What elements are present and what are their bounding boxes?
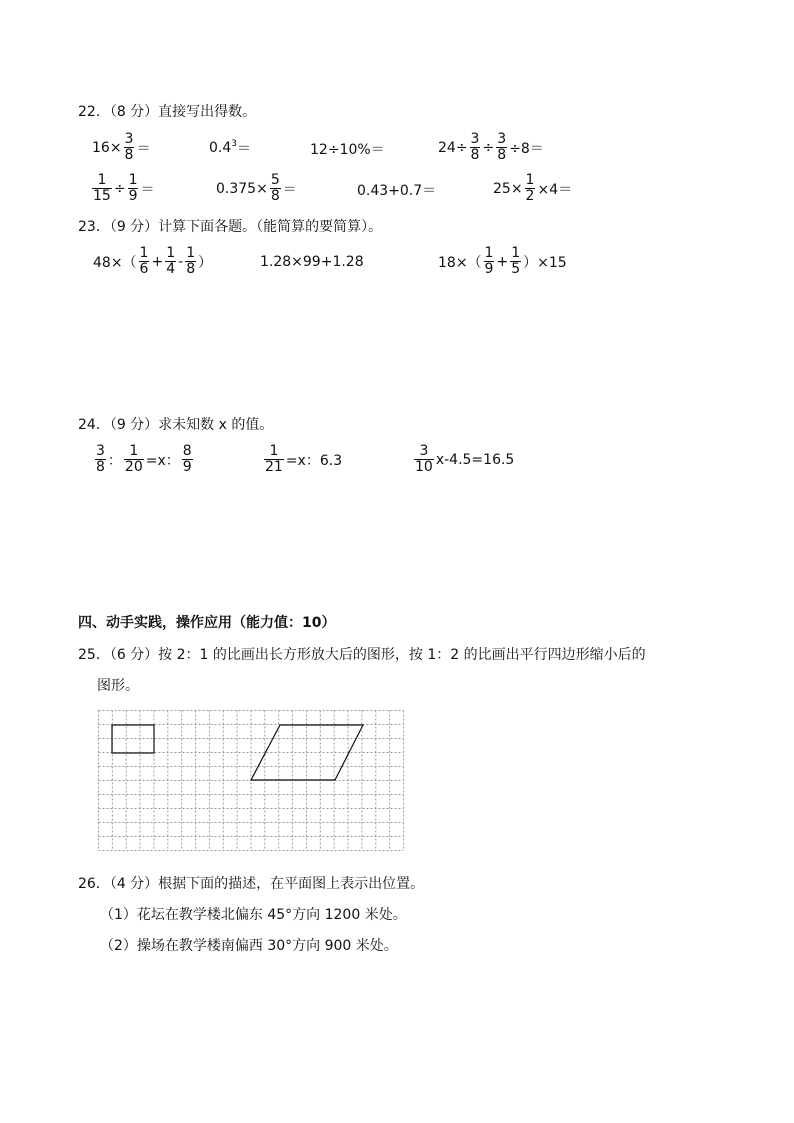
fraction: [165, 246, 176, 277]
numerator: 5: [270, 172, 280, 188]
q22-expr-8: [493, 173, 572, 204]
q26-item-1: （1）花坛在教学楼北偏东 45°方向 1200 米处。: [100, 907, 407, 923]
fraction: [139, 246, 150, 277]
q24-heading: 24．（9 分）求未知数 x 的值。: [78, 417, 274, 433]
denominator: 8: [96, 459, 105, 475]
denominator: 9: [128, 188, 138, 204]
q23-expr-3-pre: 18×（: [438, 254, 482, 271]
q24-expr-2-post: =x：6.3: [285, 452, 343, 469]
q22-expr-5-divide: ÷: [113, 180, 126, 197]
q23-expr-1-pre: 48×（: [93, 254, 137, 271]
denominator: 20: [124, 459, 143, 475]
q22-expr-6: [216, 173, 297, 204]
q23-expr-1: [93, 246, 212, 277]
numerator: 1: [525, 172, 535, 188]
numerator: 1: [129, 443, 139, 459]
fraction: [128, 173, 139, 204]
numerator: 1: [269, 443, 279, 459]
fraction: [270, 173, 281, 204]
q22-expr-4-pre: 24÷: [438, 139, 468, 156]
q22-expr-1: [92, 132, 150, 163]
numerator: 3: [419, 443, 429, 459]
q22-expr-2-base: 0.4: [209, 140, 232, 156]
q22-expr-2-exponent: 3: [231, 139, 237, 149]
drawing-grid[interactable]: [97, 709, 405, 852]
denominator: 4: [166, 261, 176, 277]
grid-svg: [97, 709, 405, 852]
numerator: 3: [96, 443, 105, 459]
fraction: [484, 246, 495, 277]
minus-sign: -: [178, 253, 184, 270]
q22-expr-1-post: ＝: [136, 140, 151, 157]
q23-heading: 23．（9 分）计算下面各题。（能简算的要简算）。: [78, 219, 383, 235]
q22-heading: 22．（8 分）直接写出得数。: [78, 104, 257, 120]
q23-expr-3-post: ）×15: [523, 254, 567, 271]
q22-expr-2: [209, 138, 251, 158]
q24-expr-3-post: x-4.5=16.5: [435, 451, 515, 468]
q22-expr-5-post: ＝: [140, 181, 155, 198]
fraction: [525, 173, 536, 204]
q22-expr-8-pre: 25×: [493, 180, 523, 197]
q22-expr-3: 12÷10%＝: [310, 142, 385, 158]
plus-sign: +: [151, 253, 164, 270]
q23-expr-3: [438, 246, 567, 277]
q22-expr-4: [438, 132, 544, 163]
fraction: [414, 444, 434, 475]
q26-heading: 26．（4 分）根据下面的描述，在平面图上表示出位置。: [78, 876, 425, 892]
fraction: [124, 444, 144, 475]
section-title: 四、动手实践，操作应用（能力值：10）: [78, 615, 336, 631]
q25-line-1: 25．（6 分）按 2：1 的比画出长方形放大后的图形，按 1：2 的比画出平行四边形缩小后的: [78, 647, 646, 663]
q24-expr-1: [93, 444, 195, 475]
q23-expr-1-post: ）: [198, 254, 213, 271]
numerator: 1: [139, 245, 149, 261]
q22-expr-5: [90, 173, 154, 204]
numerator: 1: [484, 245, 494, 261]
q22-expr-1-pre: 16×: [92, 139, 122, 156]
q25-line-2: 图形。: [97, 678, 139, 694]
fraction: [470, 132, 481, 163]
ratio-colon: ：: [107, 452, 122, 469]
denominator: 9: [484, 261, 494, 277]
q23-expr-2: 1.28×99+1.28: [260, 254, 364, 270]
numerator: 3: [497, 131, 507, 147]
q22-expr-6-pre: 0.375×: [216, 180, 268, 197]
plus-sign: +: [496, 253, 509, 270]
q24-expr-2: [262, 444, 342, 475]
numerator: 1: [186, 245, 196, 261]
fraction: [95, 444, 106, 475]
fraction: [510, 246, 521, 277]
fraction: [182, 444, 193, 475]
q22-expr-4-post: ÷8＝: [509, 140, 544, 157]
fraction: [124, 132, 135, 163]
numerator: 1: [97, 172, 107, 188]
numerator: 1: [128, 172, 138, 188]
denominator: 6: [139, 261, 149, 277]
denominator: 8: [124, 147, 134, 163]
q26-item-2: （2）操场在教学楼南偏西 30°方向 900 米处。: [100, 938, 398, 954]
numerator: 1: [511, 245, 521, 261]
denominator: 5: [511, 261, 521, 277]
q24-expr-3: [412, 444, 514, 475]
q24-expr-1-mid: =x：: [145, 452, 180, 469]
numerator: 1: [166, 245, 176, 261]
numerator: 3: [470, 131, 480, 147]
fraction: [92, 173, 112, 204]
fraction: [264, 444, 284, 475]
denominator: 10: [415, 459, 433, 475]
denominator: 8: [497, 147, 507, 163]
fraction: [496, 132, 507, 163]
denominator: 8: [186, 261, 196, 277]
denominator: 9: [182, 459, 192, 475]
q22-expr-8-post: ×4＝: [537, 181, 573, 198]
q22-expr-2-post: ＝: [237, 141, 251, 157]
numerator: 8: [182, 443, 192, 459]
denominator: 15: [93, 188, 111, 204]
fraction: [185, 246, 196, 277]
q22-expr-4-divide: ÷: [482, 139, 495, 156]
denominator: 21: [265, 459, 283, 475]
denominator: 2: [525, 188, 535, 204]
denominator: 8: [470, 147, 480, 163]
q22-expr-7: 0.43+0.7＝: [357, 183, 437, 199]
q22-expr-6-post: ＝: [282, 181, 297, 198]
denominator: 8: [270, 188, 280, 204]
numerator: 3: [124, 131, 134, 147]
